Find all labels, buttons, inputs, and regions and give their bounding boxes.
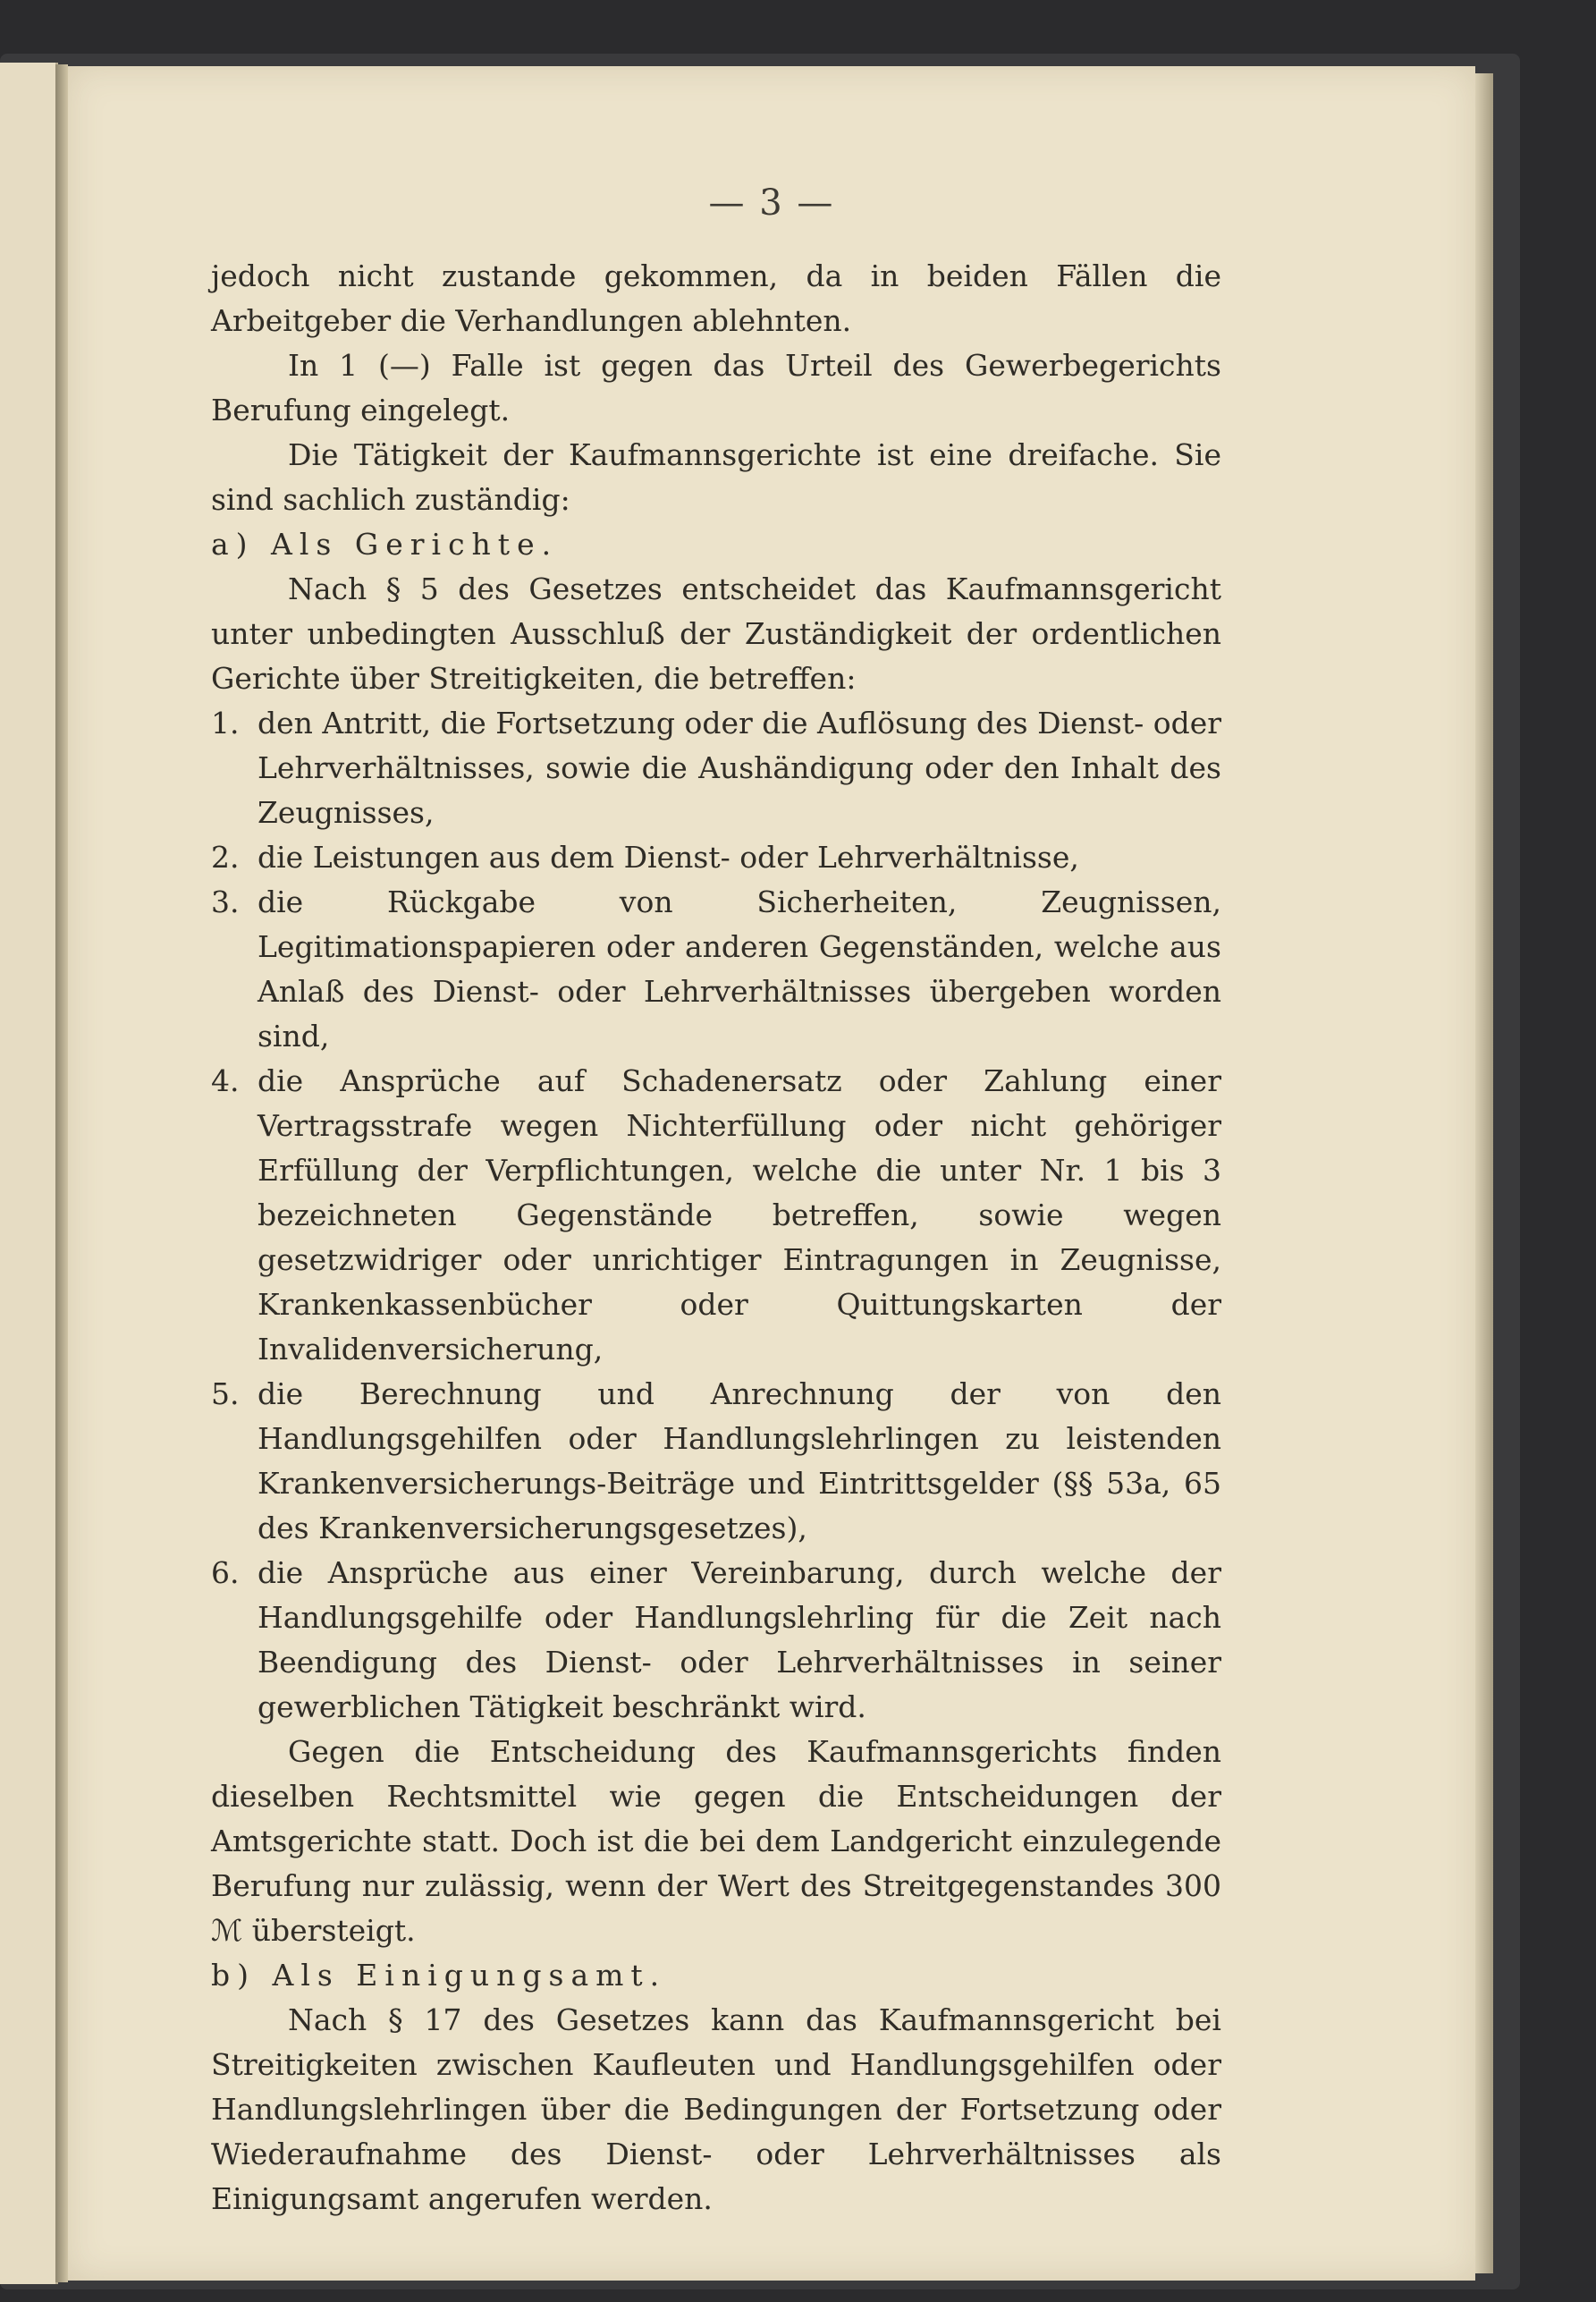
list-text: die Ansprüche auf Schadenersatz oder Zahlung einer Vertragsstrafe wegen Nichterfüllung oder nicht gehöriger Erfüllung der Verpflichtungen, welche die unter Nr. 1 bis 3 bezeichneten Gegenstände betreffen, sowie wegen gesetzwidriger oder unrichtiger Eintragungen in Zeugnisse, Krankenkassenbücher oder Quittungskarten der Invalidenversicherung, — [258, 1063, 1221, 1367]
list-number: 2. — [211, 840, 240, 875]
paragraph: In 1 (—) Falle ist gegen das Urteil des Gewerbegerichts Berufung eingelegt. — [211, 348, 1221, 427]
page-stack-edge — [1475, 73, 1493, 2273]
list-item — [211, 880, 1221, 1059]
list-number: 1. — [211, 706, 240, 741]
jurisdiction-list — [211, 701, 1221, 1730]
list-text: die Ansprüche aus einer Vereinbarung, durch welche der Handlungsgehilfe oder Handlungslehrling für die Zeit nach Beendigung des Dienst- oder Lehrverhältnisses in seiner gewerblichen Tätigkeit beschränkt wird. — [258, 1555, 1221, 1724]
list-item — [211, 1372, 1221, 1551]
book-gutter — [55, 64, 68, 2282]
paragraph: Nach § 5 des Gesetzes entscheidet das Kaufmannsgericht unter unbedingten Ausschluß der Zuständigkeit der ordentlichen Gerichte über Streitigkeiten, die betreffen: — [211, 571, 1221, 696]
list-number: 3. — [211, 884, 240, 919]
list-text: die Berechnung und Anrechnung der von den Handlungsgehilfen oder Handlungslehrlingen zu leistenden Krankenversicherungs-Beiträge und Eintrittsgelder (§§ 53a, 65 des Krankenversicherungsgesetzes), — [258, 1376, 1221, 1545]
list-number: 5. — [211, 1376, 240, 1411]
page-body — [211, 254, 1221, 2222]
section-heading-b: b) Als Einigungsamt. — [211, 1958, 667, 1993]
paragraph: Nach § 17 des Gesetzes kann das Kaufmannsgericht bei Streitigkeiten zwischen Kaufleuten und Handlungsgehilfen oder Handlungslehrlingen über die Bedingungen der Fortsetzung oder Wiederaufnahme des Dienst- oder Lehrverhältnisses als Einigungsamt angerufen werden. — [211, 2002, 1221, 2216]
list-text: die Leistungen aus dem Dienst- oder Lehrverhältnisse, — [258, 840, 1079, 875]
list-text: die Rückgabe von Sicherheiten, Zeugnissen, Legitimationspapieren oder anderen Gegenständen, welche aus Anlaß des Dienst- oder Lehrverhältnisses übergeben worden sind, — [258, 884, 1221, 1054]
section-heading-a: a) Als Gerichte. — [211, 527, 559, 562]
list-item — [211, 1551, 1221, 1730]
list-number: 6. — [211, 1555, 240, 1590]
paragraph: Gegen die Entscheidung des Kaufmannsgerichts finden dieselben Rechtsmittel wie gegen die Entscheidungen der Amtsgerichte statt. Doch ist die bei dem Landgericht einzulegende Berufung nur zulässig, wenn der Wert des Streitgegenstandes 300 ℳ übersteigt. — [211, 1734, 1221, 1948]
book-page — [68, 66, 1475, 2281]
list-item — [211, 1059, 1221, 1372]
paragraph: jedoch nicht zustande gekommen, da in beiden Fällen die Arbeitgeber die Verhandlungen ablehnten. — [211, 258, 1221, 338]
page-number: — 3 — — [708, 182, 835, 224]
paragraph: Die Tätigkeit der Kaufmannsgerichte ist eine dreifache. Sie sind sachlich zuständig: — [211, 437, 1221, 517]
list-item — [211, 835, 1221, 880]
list-number: 4. — [211, 1063, 240, 1098]
previous-page-edge — [0, 63, 58, 2284]
list-item — [211, 701, 1221, 835]
list-text: den Antritt, die Fortsetzung oder die Auflösung des Dienst- oder Lehrverhältnisses, sowie die Aushändigung oder den Inhalt des Zeugnisses, — [258, 706, 1222, 830]
